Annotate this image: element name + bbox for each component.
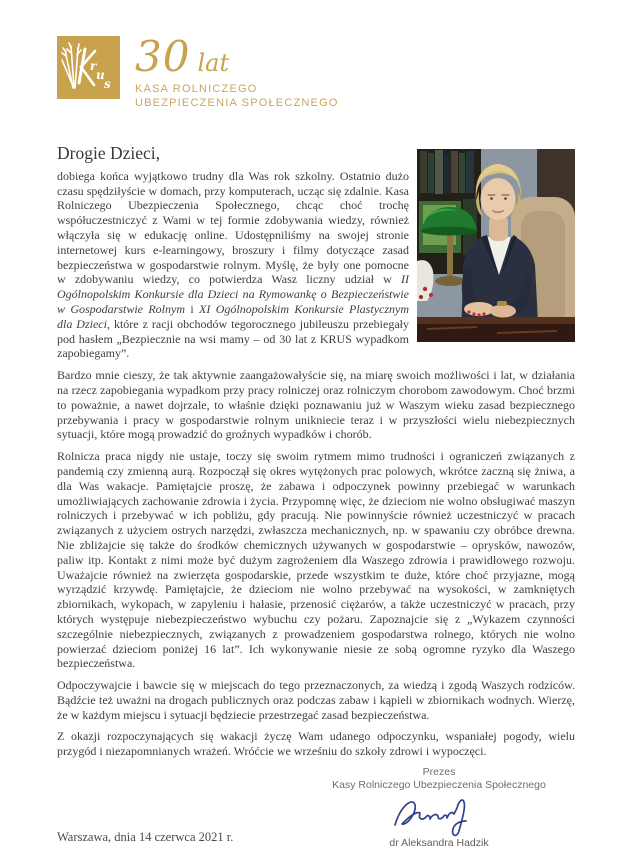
org-name-line1: KASA ROLNICZEGO xyxy=(135,83,258,95)
text-segment: dobiega końca wyjątkowo trudny dla Was rok szkolny. Ostatnio dużo czasu spędziłyście w domach, przy komputerach, ucząc się zdalnie. Kasa Rolniczego Ubezpieczenia Społecznego, chcąc choć trochę współuczestniczyć z Wami w tej formie zdobywania wiedzy, również włączyła się w edukację online. Udostępniliśmy na swojej stronie internetowej kurs e-learningowy, broszury i filmy dotyczące zasad bezpieczeństwa w gospodarstwie rolnym. Myślę, że były one pomocne w zdobywaniu wiedzy, co potwierdza Wasz liczny udział w xyxy=(57,168,409,287)
handwritten-signature xyxy=(383,793,495,837)
anniversary-unit: lat xyxy=(197,49,230,77)
paragraph-4: Odpoczywajcie i bawcie się w miejscach do tego przeznaczonych, za wiedzą i zgodą Waszych rodziców. Bądźcie też uważni na drogach publicznych oraz podczas zabaw i kąpieli w zbiornikach wodnych. Wierzę, że w każdym miejscu i sytuacji będziecie przestrzegać zasad bezpieczeństwa. xyxy=(57,678,575,722)
president-photo xyxy=(417,149,575,342)
text-segment: , które z racji obchodów tegorocznego jubileuszu przebiegały pod hasłem „Bezpiecznie na wsi mamy – od 30 lat z KRUS wypadkom zapobiegamy”. xyxy=(57,316,409,361)
svg-text:r: r xyxy=(90,59,97,73)
place-date: Warszawa, dnia 14 czerwca 2021 r. xyxy=(57,830,234,845)
krus-logo xyxy=(57,36,120,99)
org-name-line2: UBEZPIECZENIA SPOŁECZNEGO xyxy=(135,97,339,109)
salutation: Drogie Dzieci, xyxy=(57,143,161,163)
svg-text:u: u xyxy=(96,68,105,82)
contest-name-italic: XI Ogólnopolskim Konkursie Plastycznym dla Dzieci xyxy=(57,301,410,331)
signature-block xyxy=(303,766,575,850)
closing-row xyxy=(57,766,575,850)
letterhead xyxy=(57,32,339,110)
signatory-organization: Kasy Rolniczego Ubezpieczenia Społecznego xyxy=(332,779,546,792)
paragraph-2: Bardzo mnie cieszy, że tak aktywnie zaangażowałyście się, na miarę swoich możliwości i lat, w działania na rzecz zapobiegania wypadkom przy pracy rolniczej oraz rolniczym chorobom zawodowym. Choć brzmi to poważnie, a nawet dojrzale, to właśnie dzięki poznawaniu już w Waszym wieku zasad bezpiecznego przebywania i pracy w gospodarstwie rolnym unikniecie teraz i w przyszłości wielu niebezpiecznych sytuacji, które mogą prowadzić do groźnych wypadków i chorób. xyxy=(57,368,575,442)
contest-name-italic: II Ogólnopolskim Konkursie dla Dzieci na Rymowankę o Bezpieczeństwie w Gospodarstwie Rolnym xyxy=(57,272,409,316)
signatory-name: dr Aleksandra Hadzik xyxy=(389,837,489,850)
desk xyxy=(417,317,575,342)
anniversary-block xyxy=(135,32,339,110)
desk-ornament xyxy=(417,260,433,301)
anniversary-number: 30 xyxy=(135,32,191,81)
text-segment: i xyxy=(185,301,200,316)
signatory-title: Prezes xyxy=(422,766,456,779)
svg-text:s: s xyxy=(104,77,111,91)
paragraph-3: Rolnicza praca nigdy nie ustaje, toczy się swoim rytmem mimo trudności i ograniczeń związanych z pandemią czy zmienną aurą. Rozpoczął się okres wytężonych prac polowych, wkrótce zaczną się żniwa, a dla Was wakacje. Pamiętajcie proszę, że zabawa i odpoczynek powinny przebiegać w warunkach umożliwiających zachowanie zdrowia i życia. Przypomnę więc, że dzieciom nie wolno obsługiwać maszyn rolniczych i przebywać w ich pobliżu, gdy pracują. Nie powinnyście również uczestniczyć w pracach związanych z użyciem ostrych narzędzi, zwłaszcza mechanicznych, np. w spawaniu czy obróbce drewna. Nie zbliżajcie się także do środków chemicznych używanych w gospodarstwie – oprysków, nawozów, paliw itp. Kontakt z nimi może być dużym zagrożeniem dla Waszego zdrowia i prawidłowego rozwoju. Uważajcie również na zwierzęta gospodarskie, przede wszystkim te duże, które choć przyjazne, mogą wyrządzić krzywdę. Pamiętajcie, że dzieciom nie wolno przebywać na wysokości, w zamkniętych zbiornikach, wykopach, w zapyleniu i hałasie, przenosić ciężarów, a także uczestniczyć w pracach, przy których występuje niebezpieczeństwo wybuchu czy pożaru. Zapoznajcie się z „Wykazem czynności szczególnie niebezpiecznych, związanych z prowadzeniem gospodarstwa rolnego, których nie wolno powierzać dzieciom poniżej 16 lat”. Ich wykonywanie niesie ze sobą ogromne ryzyko dla Waszego bezpieczeństwa. xyxy=(57,449,575,671)
anniversary-30-lat xyxy=(135,32,339,81)
president-photo-illustration xyxy=(417,149,575,342)
paragraph-5: Z okazji rozpoczynających się wakacji życzę Wam udanego odpoczynku, wspaniałej pogody, wielu przygód i niezapomnianych wrażeń. Wróćcie we wrześniu do szkoły zdrowi i wypoczęci. xyxy=(57,729,575,759)
letter-body xyxy=(57,143,575,850)
krus-logo-icon xyxy=(57,36,120,99)
